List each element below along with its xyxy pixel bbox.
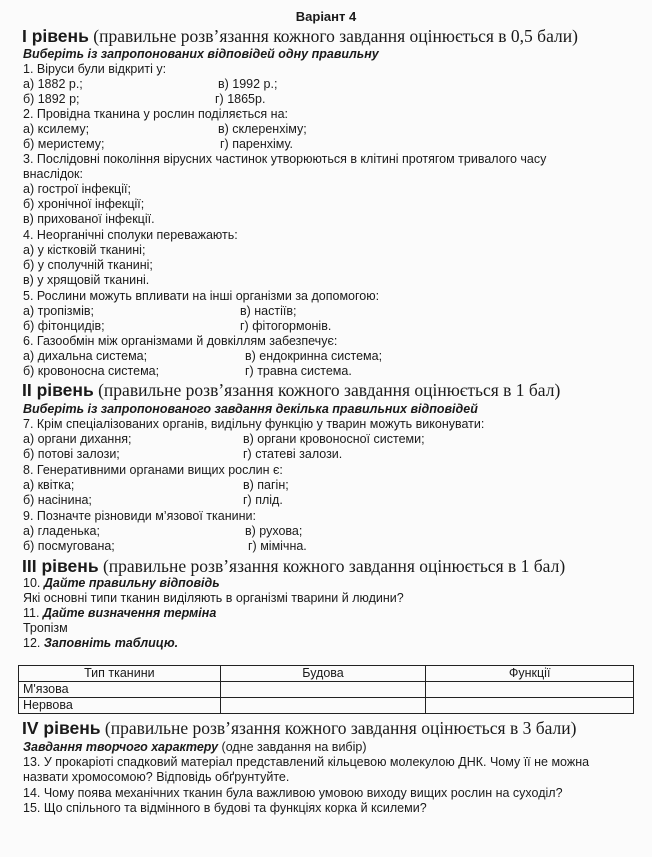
q8-option-v: в) пагін; xyxy=(243,478,289,492)
table-cell-structure[interactable] xyxy=(220,698,426,714)
level-1-heading xyxy=(22,27,578,46)
q2-option-a: а) ксилему; xyxy=(23,122,90,136)
table-cell-type: М'язова xyxy=(19,682,221,698)
variant-title: Варіант 4 xyxy=(295,9,357,24)
table-cell-type: Нервова xyxy=(19,698,221,714)
q11-task: Дайте визначення терміна xyxy=(42,606,217,620)
q8-text: 8. Генеративними органами вищих рослин є: xyxy=(23,463,283,477)
level-4-heading xyxy=(22,719,576,738)
q1-option-v: в) 1992 р.; xyxy=(218,77,278,91)
q4-option-a: а) у кістковій тканині; xyxy=(23,243,146,257)
level-1-label: І рівень xyxy=(22,26,89,46)
q2-text: 2. Провідна тканина у рослин поділяється на: xyxy=(23,107,289,121)
q1-option-g: г) 1865р. xyxy=(215,92,266,106)
level-2-heading xyxy=(22,381,560,400)
q11-heading xyxy=(23,606,216,621)
q2-option-g: г) паренхіму. xyxy=(220,137,293,151)
q4-text: 4. Неорганічні сполуки переважають: xyxy=(23,228,238,242)
q5-option-v: в) настіїв; xyxy=(240,304,297,318)
level-4-instruction xyxy=(23,740,366,755)
q9-option-b: б) посмугована; xyxy=(23,539,115,553)
level-4-task-note: (одне завдання на вибір) xyxy=(218,740,367,754)
q6-option-a: а) дихальна система; xyxy=(23,349,148,363)
q6-option-g: г) травна система. xyxy=(245,364,352,378)
level-2-scoring: (правильне розв’язання кожного завдання оцінюється в 1 бал) xyxy=(93,380,561,400)
level-3-scoring: (правильне розв’язання кожного завдання оцінюється в 1 бал) xyxy=(98,556,566,576)
table-row xyxy=(19,698,634,714)
level-3-label: ІІІ рівень xyxy=(22,556,99,576)
q1-option-b: б) 1892 р; xyxy=(23,92,80,106)
level-1-instruction: Виберіть із запропонованих відповідей одну правильну xyxy=(23,47,379,61)
q7-option-a: а) органи дихання; xyxy=(23,432,132,446)
table-row xyxy=(19,682,634,698)
q3-option-b: б) хронічної інфекції; xyxy=(23,197,145,211)
level-1-scoring: (правильне розв’язання кожного завдання оцінюється в 0,5 бали) xyxy=(88,26,578,46)
q6-text: 6. Газообмін між організмами й довкіллям забезпечує: xyxy=(23,334,338,348)
q8-option-a: а) квітка; xyxy=(23,478,75,492)
table-header-row xyxy=(19,666,634,682)
q5-option-b: б) фітонцидів; xyxy=(23,319,105,333)
q7-option-g: г) статеві залози. xyxy=(243,447,343,461)
q10-text: Які основні типи тканин виділяють в організмі тварини й людини? xyxy=(23,591,404,605)
table-header-structure: Будова xyxy=(220,666,426,682)
q7-option-b: б) потові залози; xyxy=(23,447,120,461)
q3-option-a: а) гострої інфекції; xyxy=(23,182,131,196)
level-2-instruction: Виберіть із запропонованого завдання декілька правильних відповідей xyxy=(23,402,478,416)
level-4-task-title: Завдання творчого характеру xyxy=(23,740,219,754)
q7-option-v: в) органи кровоносної системи; xyxy=(243,432,425,446)
q10-task: Дайте правильну відповідь xyxy=(43,576,220,590)
q15-text: 15. Що спільного та відмінного в будові та функціях корка й ксилеми? xyxy=(23,801,427,815)
q9-option-a: а) гладенька; xyxy=(23,524,100,538)
q9-text: 9. Позначте різновиди м’язової тканини: xyxy=(23,509,256,523)
q1-option-a: а) 1882 р.; xyxy=(23,77,83,91)
q2-option-b: б) меристему; xyxy=(23,137,105,151)
table-header-type: Тип тканини xyxy=(19,666,221,682)
q4-option-b: б) у сполучній тканині; xyxy=(23,258,153,272)
q10-heading xyxy=(23,576,220,591)
q6-option-b: б) кровоносна система; xyxy=(23,364,160,378)
level-4-label: IV рівень xyxy=(22,718,101,738)
q5-text: 5. Рослини можуть впливати на інші організми за допомогою: xyxy=(23,289,380,303)
table-header-functions: Функції xyxy=(426,666,634,682)
q11-number: 11. xyxy=(23,606,43,620)
q3-text-line1: 3. Послідовні покоління вірусних частинок утворюються в клітині протягом тривалого часу xyxy=(23,152,547,166)
q3-option-v: в) прихованої інфекції. xyxy=(23,212,155,226)
q6-option-v: в) ендокринна система; xyxy=(245,349,383,363)
table-cell-structure[interactable] xyxy=(220,682,426,698)
q12-task: Заповніть таблицю. xyxy=(43,636,179,650)
q5-option-a: а) тропізмів; xyxy=(23,304,94,318)
q7-text: 7. Крім спеціалізованих органів, видільну функцію у тварин можуть виконувати: xyxy=(23,417,485,431)
q13-text-line2: назвати хромосомою? Відповідь обґрунтуйте. xyxy=(23,770,290,784)
q10-number: 10. xyxy=(23,576,44,590)
table-cell-functions[interactable] xyxy=(426,698,634,714)
q13-text-line1: 13. У прокаріоті спадковий матеріал представлений кільцевою молекулою ДНК. Чому її не можна xyxy=(23,755,590,769)
q9-option-g: г) мімічна. xyxy=(248,539,307,553)
q8-option-g: г) плід. xyxy=(243,493,283,507)
q9-option-v: в) рухова; xyxy=(245,524,303,538)
q3-text-line2: внаслідок: xyxy=(23,167,84,181)
q1-text: 1. Віруси були відкриті у: xyxy=(23,62,167,76)
q2-option-v: в) склеренхіму; xyxy=(218,122,307,136)
q14-text: 14. Чому поява механічних тканин була важливою умовою виходу вищих рослин на суходіл? xyxy=(23,786,563,800)
q12-number: 12. xyxy=(23,636,44,650)
q11-text: Тропізм xyxy=(23,621,68,635)
tissue-table xyxy=(18,665,634,714)
table-cell-functions[interactable] xyxy=(426,682,634,698)
level-2-label: ІІ рівень xyxy=(22,380,94,400)
level-3-heading xyxy=(22,557,565,576)
q8-option-b: б) насінина; xyxy=(23,493,92,507)
level-4-scoring: (правильне розв’язання кожного завдання оцінюється в 3 бали) xyxy=(100,718,577,738)
q4-option-v: в) у хрящовій тканині. xyxy=(23,273,150,287)
q12-heading xyxy=(23,636,178,651)
q5-option-g: г) фітогормонів. xyxy=(240,319,332,333)
